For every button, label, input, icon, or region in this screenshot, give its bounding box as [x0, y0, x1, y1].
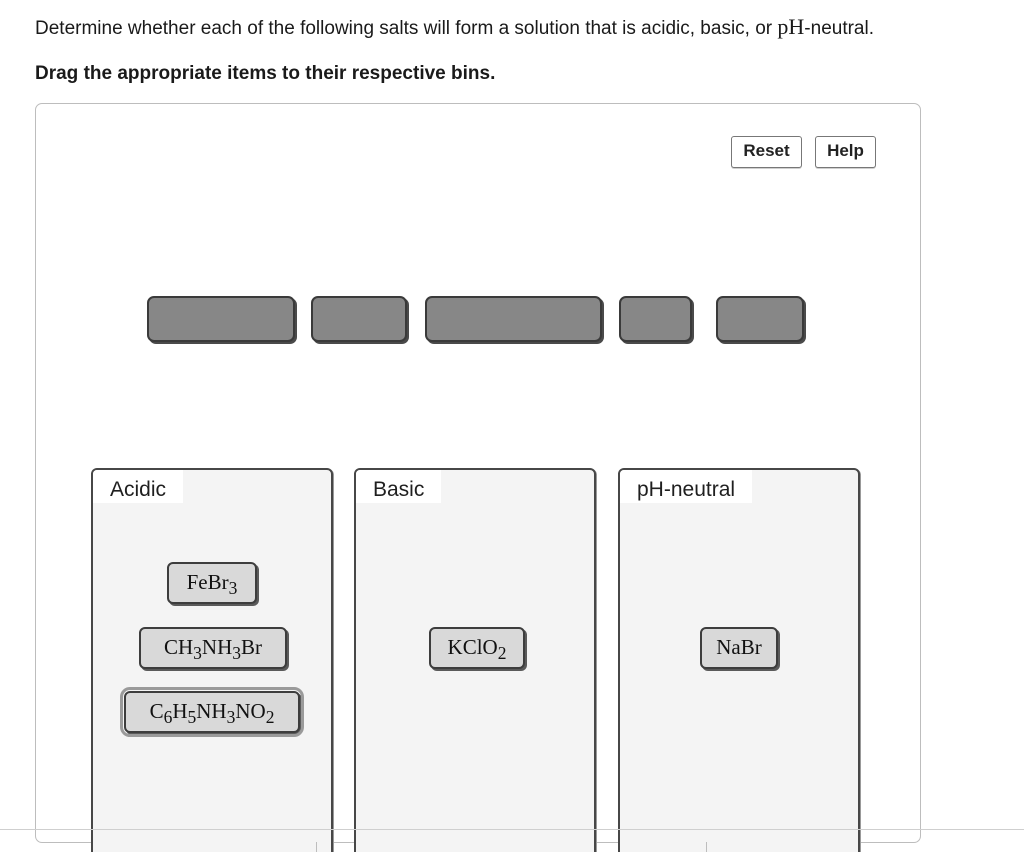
bin-label: Acidic — [93, 470, 183, 503]
draggable-salt-kclo2[interactable] — [429, 627, 525, 669]
chip-text: $C_6H_5NH_3NO_2$ — [149, 699, 275, 728]
ph-math: pH — [777, 14, 805, 39]
draggable-salt-febr3[interactable] — [167, 562, 257, 604]
bin-label: Basic — [356, 470, 441, 503]
reset-button[interactable]: Reset — [731, 136, 802, 168]
help-button[interactable]: Help — [815, 136, 876, 168]
bottom-divider — [0, 829, 1024, 830]
drag-item-placeholder — [619, 296, 692, 342]
instructions-suffix: -neutral. — [804, 18, 874, 39]
drag-item-placeholder — [311, 296, 407, 342]
bin-basic[interactable] — [354, 468, 596, 852]
draggable-salt-ch3nh3br[interactable] — [139, 627, 287, 669]
instructions-prefix: Determine whether each of the following salts will form a solution that is acidic, basic, or — [35, 18, 778, 39]
chip-text: KClO$_2$ — [447, 635, 507, 664]
draggable-salt-nabr[interactable] — [700, 627, 778, 669]
divider-tick — [706, 842, 707, 852]
drag-item-placeholder — [716, 296, 804, 342]
drag-item-placeholder — [425, 296, 602, 342]
draggable-salt-c6h5nh3no2[interactable] — [124, 691, 300, 733]
bin-acidic[interactable] — [91, 468, 333, 852]
chip-text: NaBr — [716, 635, 762, 659]
bin-ph-neutral[interactable] — [618, 468, 860, 852]
bin-label: pH-neutral — [620, 470, 752, 503]
task-prompt: Drag the appropriate items to their respective bins. — [35, 63, 496, 84]
divider-tick — [316, 842, 317, 852]
chip-text: FeBr$_3$ — [186, 570, 238, 599]
drag-item-placeholder — [147, 296, 295, 342]
chip-text: $CH_3NH_3Br$ — [163, 635, 263, 664]
instructions — [35, 13, 874, 43]
drag-drop-workspace — [35, 103, 921, 843]
